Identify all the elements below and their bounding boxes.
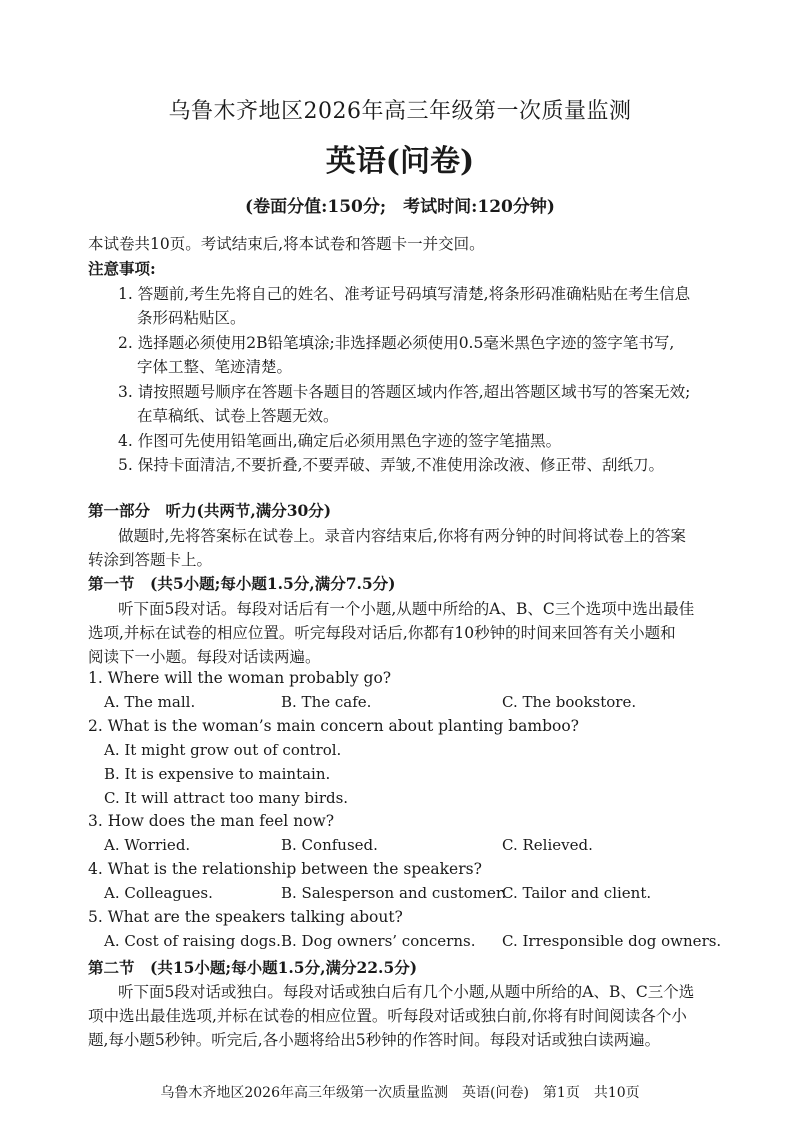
notice-item-2-line-1: 2. 选择题必须使用2B铅笔填涂;非选择题必须使用0.5毫米黑色字迹的签字笔书写, xyxy=(118,334,675,352)
question-3-option-a: A. Worried. xyxy=(104,836,191,854)
question-4-option-a: A. Colleagues. xyxy=(104,884,213,902)
question-3-option-c: C. Relieved. xyxy=(502,836,593,854)
question-1-option-b: B. The cafe. xyxy=(281,693,372,711)
question-2-option-b: B. It is expensive to maintain. xyxy=(104,765,331,783)
part1-instr-line-1: 做题时,先将答案标在试卷上。录音内容结束后,你将有两分钟的时间将试卷上的答案 xyxy=(118,527,686,545)
question-4: 4. What is the relationship between the speakers? xyxy=(88,860,482,878)
notice-item-2-line-2: 字体工整、笔迹清楚。 xyxy=(137,358,293,376)
section1-heading: 第一节 (共5小题;每小题1.5分,满分7.5分) xyxy=(88,574,396,593)
section1-instr-line-2: 选项,并标在试卷的相应位置。听完每段对话后,你都有10秒钟的时间来回答有关小题和 xyxy=(88,624,676,642)
section1-instr-line-3: 阅读下一小题。每段对话读两遍。 xyxy=(88,648,321,666)
question-5-option-a: A. Cost of raising dogs. xyxy=(104,932,281,950)
section2-heading: 第二节 (共15小题;每小题1.5分,满分22.5分) xyxy=(88,958,418,977)
question-3-option-b: B. Confused. xyxy=(281,836,378,854)
question-2-option-c: C. It will attract too many birds. xyxy=(104,789,349,807)
part1-heading: 第一部分 听力(共两节,满分30分) xyxy=(88,501,332,520)
question-3: 3. How does the man feel now? xyxy=(88,812,335,830)
notice-item-3-line-2: 在草稿纸、试卷上答题无效。 xyxy=(137,407,339,425)
notice-item-4: 4. 作图可先使用铅笔画出,确定后必须用黑色字迹的签字笔描黑。 xyxy=(118,432,562,450)
score-time-line: (卷面分值:150分; 考试时间:120分钟) xyxy=(245,197,555,217)
question-2: 2. What is the woman’s main concern about planting bamboo? xyxy=(88,717,579,735)
question-5: 5. What are the speakers talking about? xyxy=(88,908,403,926)
section2-instr-line-1: 听下面5段对话或独白。每段对话或独白后有几个小题,从题中所给的A、B、C三个选 xyxy=(118,983,695,1001)
section1-instr-line-1: 听下面5段对话。每段对话后有一个小题,从题中所给的A、B、C三个选项中选出最佳 xyxy=(118,600,695,618)
notice-item-5: 5. 保持卡面清洁,不要折叠,不要弄破、弄皱,不准使用涂改液、修正带、刮纸刀。 xyxy=(118,456,664,474)
notice-item-1-line-1: 1. 答题前,考生先将自己的姓名、准考证号码填写清楚,将条形码准确粘贴在考生信息 xyxy=(118,285,691,303)
intro-text: 本试卷共10页。考试结束后,将本试卷和答题卡一并交回。 xyxy=(88,235,485,253)
question-1-option-c: C. The bookstore. xyxy=(502,693,637,711)
notice-item-3-line-1: 3. 请按照题号顺序在答题卡各题目的答题区域内作答,超出答题区域书写的答案无效; xyxy=(118,383,691,401)
section2-instr-line-2: 项中选出最佳选项,并标在试卷的相应位置。听每段对话或独白前,你将有时间阅读各个小 xyxy=(88,1007,687,1025)
question-4-option-b: B. Salesperson and customer. xyxy=(281,884,507,902)
exam-subtitle: 英语(问卷) xyxy=(325,144,475,179)
part1-instr-line-2: 转涂到答题卡上。 xyxy=(88,551,213,569)
question-5-option-c: C. Irresponsible dog owners. xyxy=(502,932,722,950)
notice-item-1-line-2: 条形码粘贴区。 xyxy=(137,309,246,327)
question-2-option-a: A. It might grow out of control. xyxy=(104,741,342,759)
question-4-option-c: C. Tailor and client. xyxy=(502,884,652,902)
question-1: 1. Where will the woman probably go? xyxy=(88,669,392,687)
section2-instr-line-3: 题,每小题5秒钟。听完后,各小题将给出5秒钟的作答时间。每段对话或独白读两遍。 xyxy=(88,1031,661,1049)
question-5-option-b: B. Dog owners’ concerns. xyxy=(281,932,476,950)
question-1-option-a: A. The mall. xyxy=(104,693,196,711)
exam-title: 乌鲁木齐地区2026年高三年级第一次质量监测 xyxy=(168,99,632,124)
page-footer: 乌鲁木齐地区2026年高三年级第一次质量监测 英语(问卷) 第1页 共10页 xyxy=(160,1085,640,1101)
notice-heading: 注意事项: xyxy=(88,259,156,278)
